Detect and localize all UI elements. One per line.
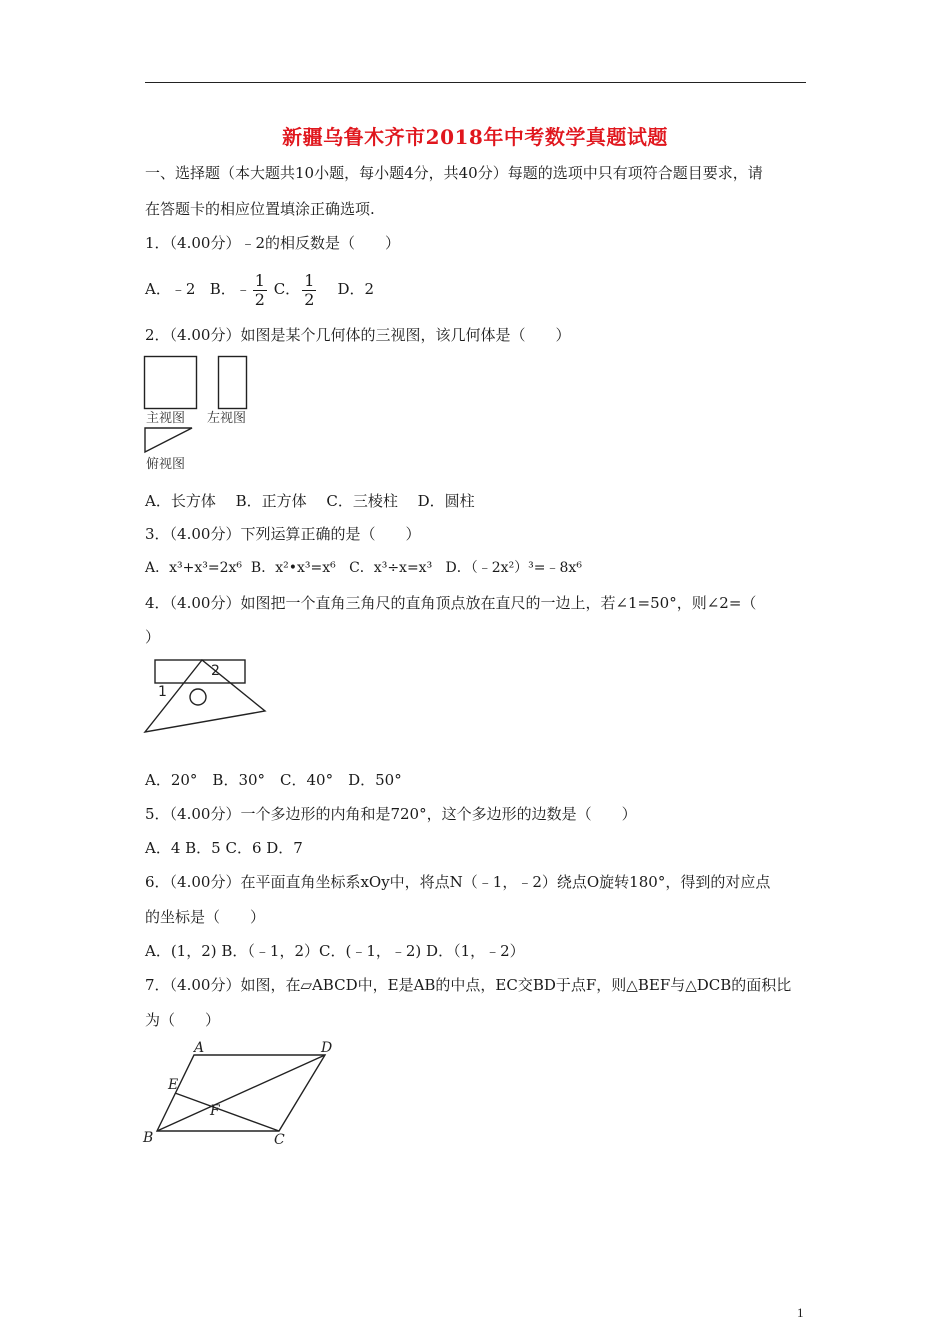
fraction-denominator: 2 [304,289,315,309]
q6-stem-line1: 6．（4.00分）在平面直角坐标系xOy中，将点N（﹣1，﹣2）绕点O旋转180°，得到的对应点 [145,873,771,891]
angle-2-label: 2 [211,663,220,679]
q1-option-c-prefix: C． [273,280,301,298]
angle-1-label: 1 [158,684,167,700]
front-view-label: 主视图 [146,411,186,426]
q1-option-d: D．2 [337,280,375,298]
q7-stem-line1: 7．（4.00分）如图，在▱ABCD中，E是AB的中点，EC交BD于点F，则△BEF与△DCB的面积比 [145,976,792,994]
side-view-label: 左视图 [207,411,247,426]
q1-option-b-prefix: B．﹣ [209,280,251,298]
q3-options [145,558,582,578]
vertex-d-label: D [321,1040,333,1056]
ruler-triangle-figure [140,655,275,740]
point-e-label: E [168,1077,179,1093]
fraction-numerator: 1 [304,270,315,290]
fraction-numerator: 1 [254,270,265,290]
q7-stem-line2: 为（ ） [145,1011,221,1029]
three-view-figure [140,352,265,474]
q3-option-c: C．x³÷x=x³ [349,560,433,576]
vertex-a-label: A [194,1040,205,1056]
front-view-square [145,357,197,409]
q4-stem-line2: ） [145,628,161,646]
q1-option-a: A．﹣2 [145,280,196,298]
q3-option-b: B．x²•x³=x⁶ [250,560,336,576]
page-title: 新疆乌鲁木齐市2018年中考数学真题试题 [282,125,668,149]
top-view-label: 俯视图 [146,457,186,472]
q4-options: A．20° B．30° C．40° D．50° [145,771,402,789]
point-f-label: F [210,1103,220,1119]
q3-stem: 3．（4.00分）下列运算正确的是（ ） [145,525,421,543]
section-intro-line2: 在答题卡的相应位置填涂正确选项. [145,200,375,218]
section-intro-line1: 一、选择题（本大题共10小题，每小题4分，共40分）每题的选项中只有项符合题目要求，请 [145,164,763,182]
q2-stem: 2．（4.00分）如图是某个几何体的三视图，该几何体是（ ） [145,326,571,344]
q1-stem: 1．（4.00分）﹣2的相反数是（ ） [145,234,400,252]
set-square-hole [190,689,206,705]
q3-option-a: A．x³+x³=2x⁶ [145,560,243,576]
q6-options: A．(1，2) B．（﹣1，2）C．(﹣1，﹣2) D．（1，﹣2） [145,942,525,960]
vertex-c-label: C [274,1132,285,1148]
q1-option-b-fraction [253,272,267,309]
parallelogram-figure [138,1036,343,1150]
q6-stem-line2: 的坐标是（ ） [145,908,266,926]
side-view-rectangle [219,357,247,409]
diagonal-bd [157,1055,325,1131]
fraction-denominator: 2 [254,289,265,309]
q1-options [145,268,374,310]
q5-options: A．4 B．5 C．6 D．7 [145,839,303,857]
q3-option-d: D．（﹣2x²）³=﹣8x⁶ [445,560,582,576]
page-number: 1 [797,1305,804,1320]
q2-options: A．长方体 B．正方体 C．三棱柱 D．圆柱 [145,492,475,510]
q1-option-c-fraction [302,272,316,309]
top-view-triangle [145,428,192,452]
q5-stem: 5．（4.00分）一个多边形的内角和是720°，这个多边形的边数是（ ） [145,805,637,823]
vertex-b-label: B [143,1130,154,1146]
q4-stem-line1: 4．（4.00分）如图把一个直角三角尺的直角顶点放在直尺的一边上，若∠1=50°，则∠2=（ [145,594,757,612]
header-rule [145,82,806,83]
